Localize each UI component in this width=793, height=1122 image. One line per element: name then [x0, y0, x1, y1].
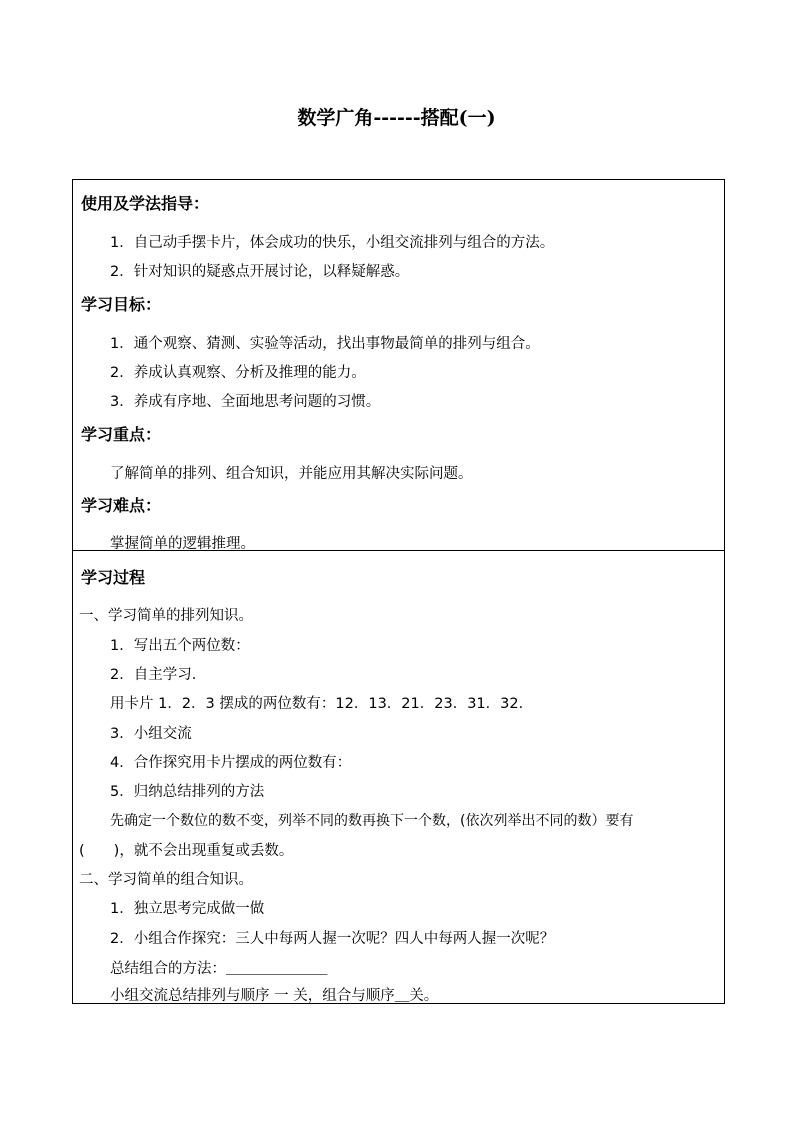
goals-item: 3．养成有序地、全面地思考问题的习惯。	[110, 394, 381, 410]
part1-title: 一、学习简单的排列知识。	[79, 608, 253, 624]
guide-item: 1．自己动手摆卡片，体会成功的快乐，小组交流排列与组合的方法。	[110, 235, 555, 251]
goals-item: 1．通个观察、猜测、实验等活动，找出事物最简单的排列与组合。	[110, 336, 540, 352]
part2-item: 2．小组合作探究：三人中每两人握一次呢？四人中每两人握一次呢？	[110, 931, 555, 947]
part2-item: 小组交流总结排列与顺序 一 关，组合与顺序＿关。	[110, 988, 439, 1004]
part1-item: 5．归纳总结排列的方法	[110, 784, 265, 800]
document-title: 数学广角------搭配(一)	[297, 107, 496, 129]
key-heading: 学习重点：	[81, 425, 162, 444]
difficulty-text: 掌握简单的逻辑推理。	[110, 536, 255, 552]
part2-title: 二、学习简单的组合知识。	[79, 872, 253, 888]
part1-item: 用卡片 1．2．3 摆成的两位数有：12．13．21．23．31．32．	[110, 696, 534, 712]
process-heading: 学习过程	[81, 568, 146, 587]
part1-item: 4．合作探究用卡片摆成的两位数有：	[110, 755, 352, 771]
guidance-box	[72, 179, 725, 551]
process-box	[72, 550, 725, 1004]
goals-heading: 学习目标：	[81, 295, 162, 314]
part1-item: 1．写出五个两位数：	[110, 638, 250, 654]
goals-item: 2．养成认真观察、分析及推理的能力。	[110, 365, 366, 381]
part1-item: 先确定一个数位的数不变，列举不同的数再换下一个数，(依次列举出不同的数）要有	[110, 813, 634, 829]
part1-item: 2．自主学习．	[110, 667, 207, 683]
guide-heading: 使用及学法指导：	[81, 194, 210, 213]
part2-item: 1．独立思考完成做一做	[110, 901, 265, 917]
part2-item: 总结组合的方法：＿＿＿＿＿＿＿	[110, 961, 328, 977]
guide-item: 2．针对知识的疑惑点开展讨论，以释疑解惑。	[110, 264, 410, 280]
key-text: 了解简单的排列、组合知识，并能应用其解决实际问题。	[110, 466, 473, 482]
difficulty-heading: 学习难点：	[81, 496, 162, 515]
part1-item: ( )，就不会出现重复或丢数。	[79, 843, 294, 859]
part1-item: 3．小组交流	[110, 726, 192, 742]
